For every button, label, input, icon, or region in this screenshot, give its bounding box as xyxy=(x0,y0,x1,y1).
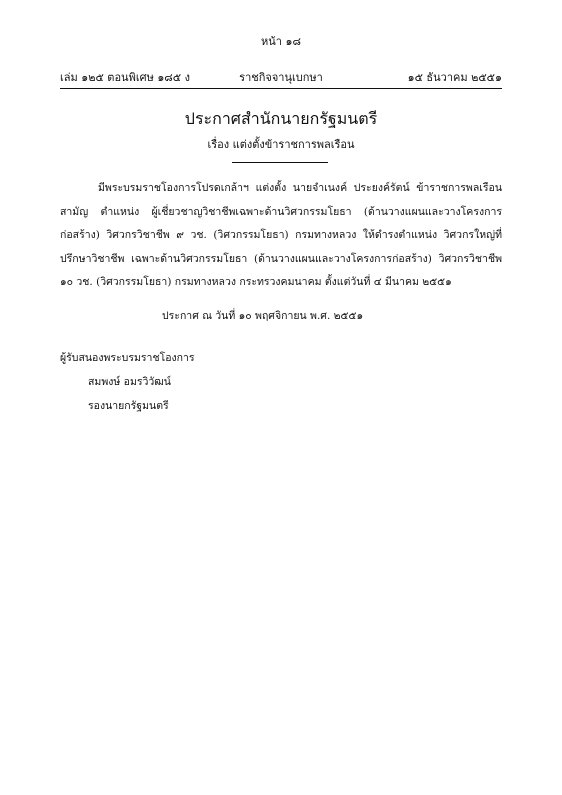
header-rule xyxy=(60,88,502,89)
announcement-title: ประกาศสำนักนายกรัฐมนตรี xyxy=(184,109,378,128)
gazette-date: ๑๕ ธันวาคม ๒๕๕๑ xyxy=(407,71,502,84)
signatory-name: สมพงษ์ อมรวิวัฒน์ xyxy=(88,376,171,388)
countersign-label: ผู้รับสนองพระบรมราชโองการ xyxy=(60,352,195,364)
given-date: ประกาศ ณ วันที่ ๑๐ พฤศจิกายน พ.ศ. ๒๕๕๑ xyxy=(162,310,364,322)
signatory-position: รองนายกรัฐมนตรี xyxy=(88,400,169,412)
announcement-body: มีพระบรมราชโองการโปรดเกล้าฯ แต่งตั้ง นายจำเนงค์ ประยงค์รัตน์ ข้าราชการพลเรือนสามัญ ตำแหน่ง ผู้เชี่ยวชาญวิชาชีพเฉพาะด้านวิศวกรรมโยธา (ด้านวางแผนและวางโครงการก่อสร้าง) วิศวกรวิชาชีพ ๙ วช. (วิศวกรรมโยธา) กรมทางหลวง ให้ดำรงตำแหน่ง วิศวกรใหญ่ที่ปรึกษาวิชาชีพ เฉพาะด้านวิศวกรรมโยธา (ด้านวางแผนและวางโครงการก่อสร้าง) วิศวกรวิชาชีพ ๑๐ วช. (วิศวกรรมโยธา) กรมทางหลวง กระทรวงคมนาคม ตั้งแต่วันที่ ๔ มีนาคม ๒๕๕๑ xyxy=(60,182,502,288)
gazette-volume: เล่ม ๑๒๕ ตอนพิเศษ ๑๘๕ ง xyxy=(60,71,190,84)
gazette-name: ราชกิจจานุเบกษา xyxy=(239,71,323,84)
announcement-subject: เรื่อง แต่งตั้งข้าราชการพลเรือน xyxy=(207,138,355,151)
title-divider xyxy=(232,162,328,163)
page-number: หน้า ๑๘ xyxy=(261,35,301,48)
